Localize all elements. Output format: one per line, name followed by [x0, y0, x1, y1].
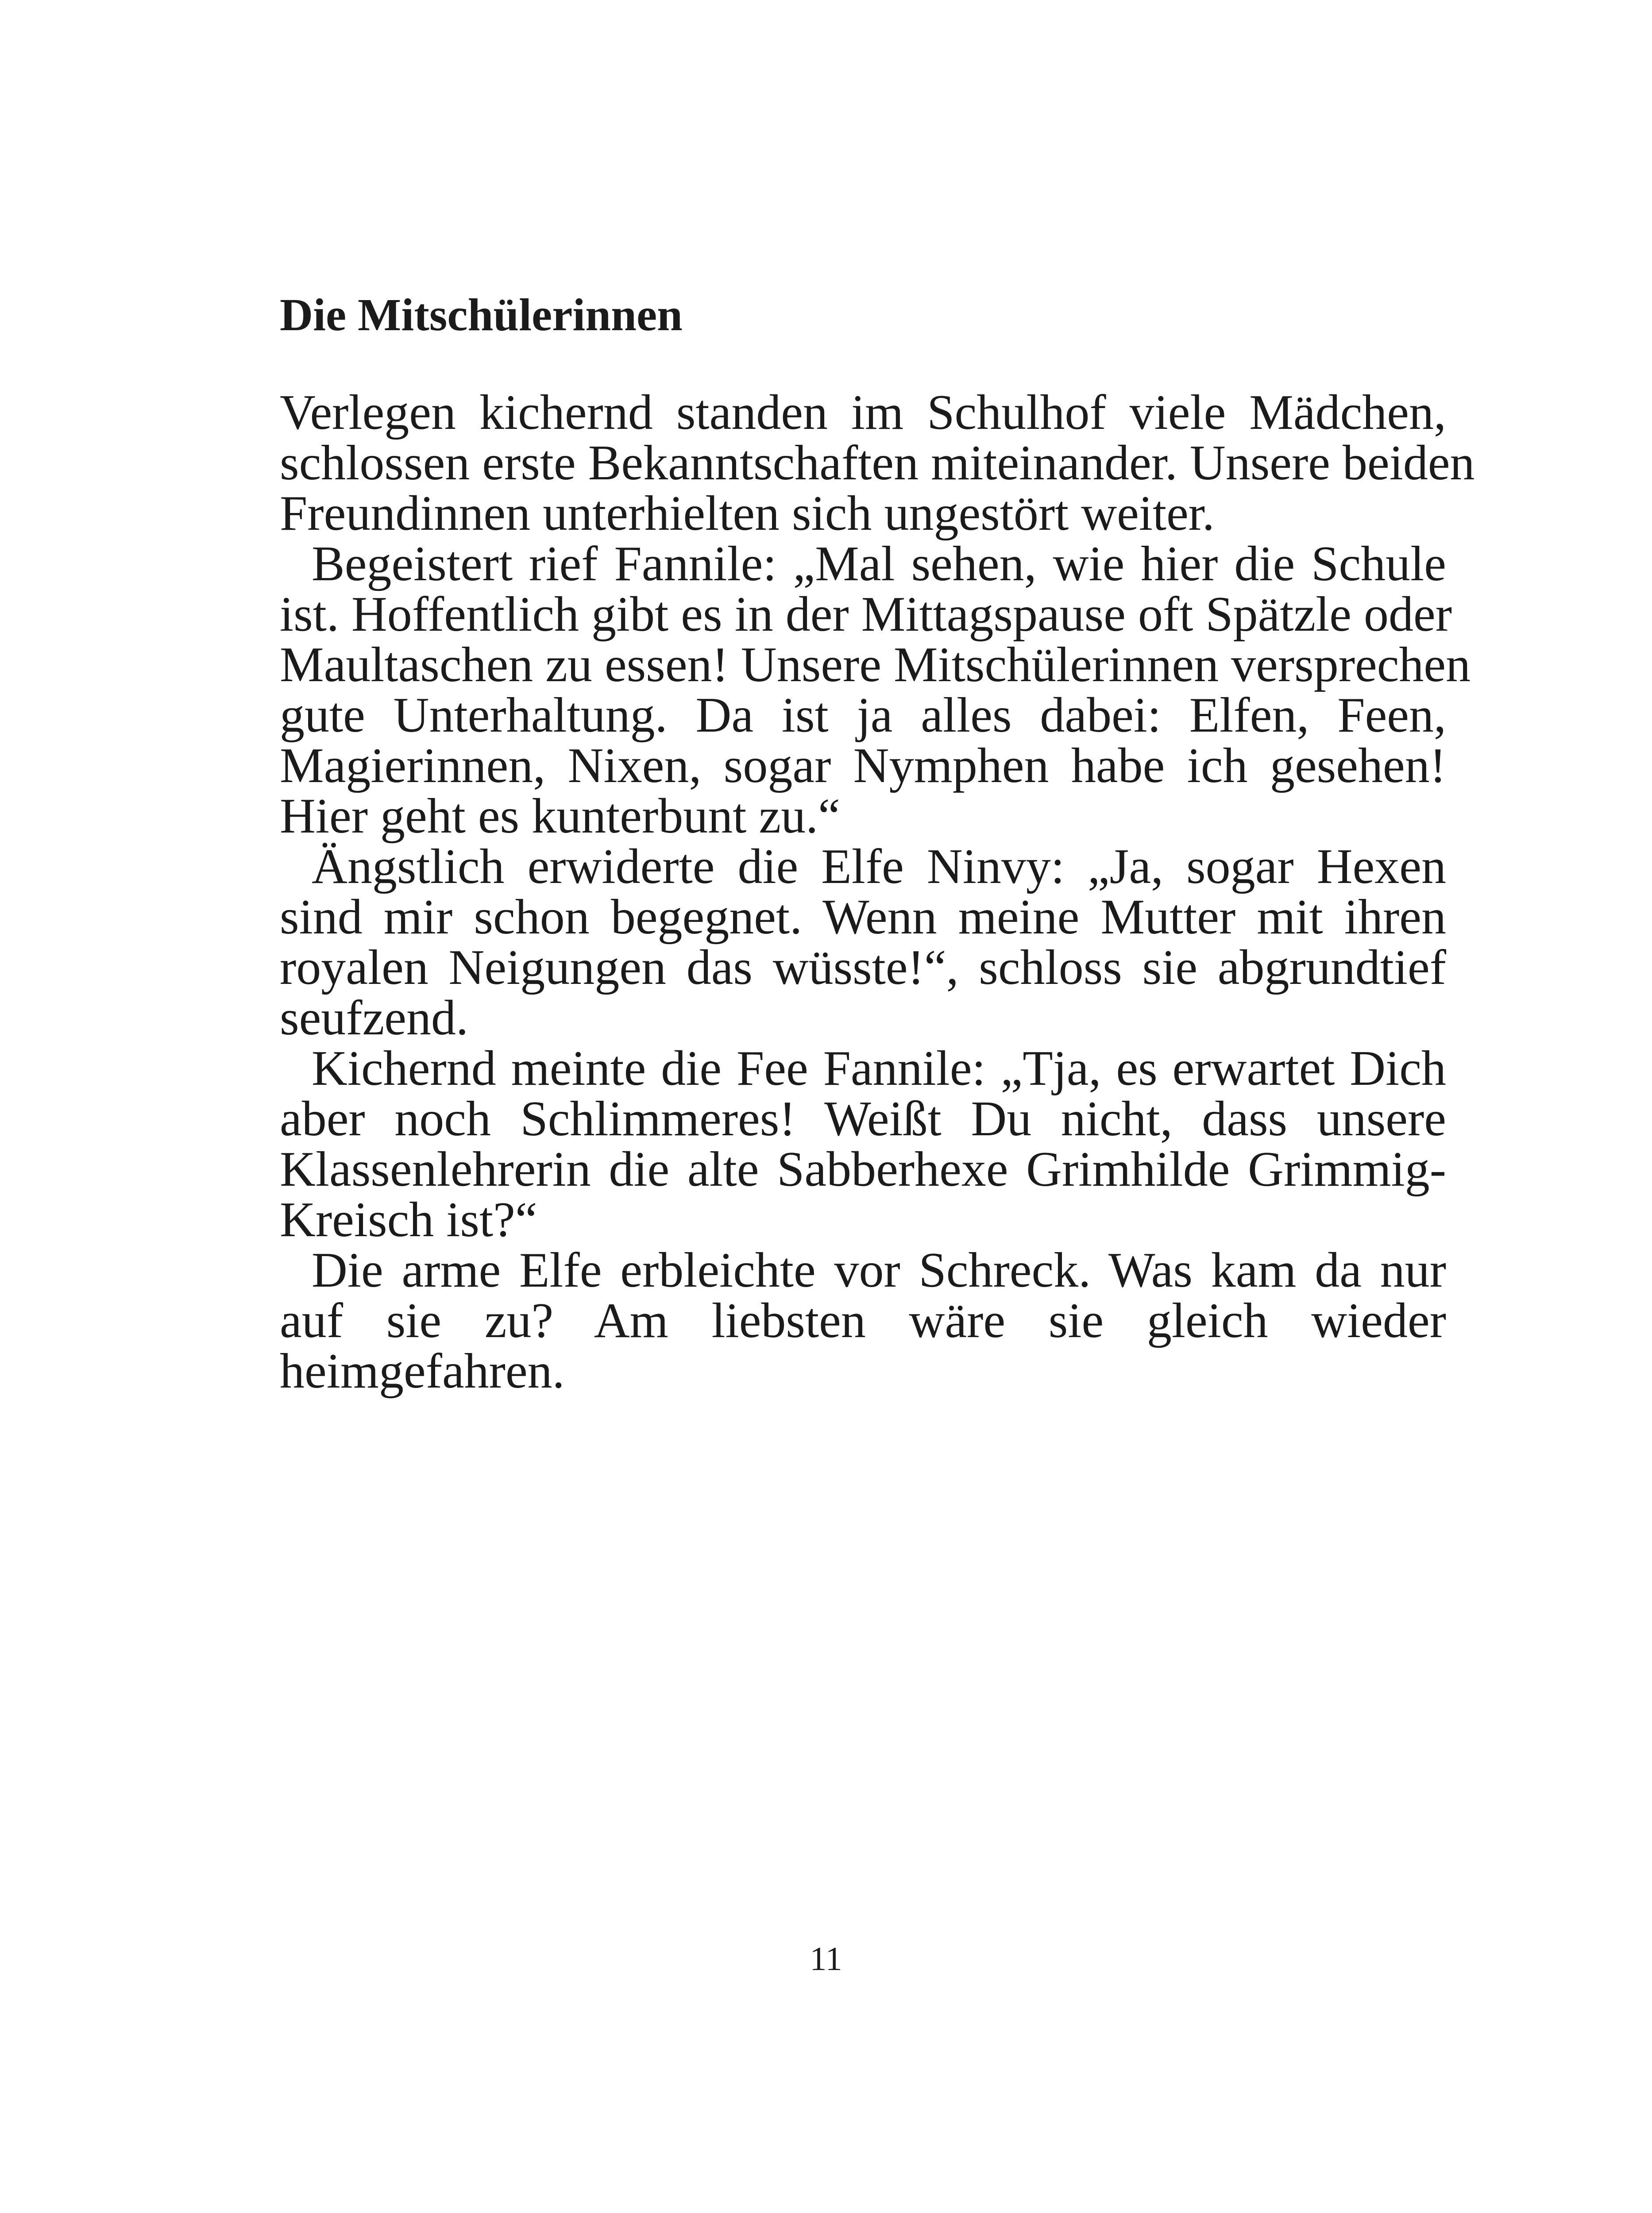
text-line: Verlegen kichernd standen im Schulhof viele Mädchen,: [280, 385, 1446, 440]
text-line: auf sie zu? Am liebsten wäre sie gleich wieder: [280, 1293, 1446, 1348]
text-line: schlossen erste Bekanntschaften miteinander. Unsere beiden: [280, 436, 1475, 490]
text-line: gute Unterhaltung. Da ist ja alles dabei: Elfen, Feen,: [280, 688, 1446, 743]
text-line: heimgefahren.: [280, 1344, 565, 1399]
text-line: Kreisch ist?“: [280, 1192, 537, 1247]
text-line: Freundinnen unterhielten sich ungestört weiter.: [280, 486, 1215, 541]
text-line: Maultaschen zu essen! Unsere Mitschülerinnen versprechen: [280, 637, 1471, 692]
text-line: royalen Neigungen das wüsste!“, schloss sie abgrundtief: [280, 940, 1446, 995]
text-line: aber noch Schlimmeres! Weißt Du nicht, dass unsere: [280, 1091, 1446, 1146]
text-line: Ängstlich erwiderte die Elfe Ninvy: „Ja, sogar Hexen: [312, 839, 1446, 894]
text-line: Magierinnen, Nixen, sogar Nymphen habe ich gesehen!: [280, 738, 1446, 793]
text-line: Kichernd meinte die Fee Fannile: „Tja, es erwartet Dich: [312, 1041, 1446, 1096]
text-line: Begeistert rief Fannile: „Mal sehen, wie hier die Schule: [312, 536, 1446, 591]
chapter-heading: Die Mitschülerinnen: [280, 289, 683, 340]
chapter-body: [280, 385, 1475, 1399]
text-line: Klassenlehrerin die alte Sabberhexe Grimhilde Grimmig-: [280, 1142, 1446, 1197]
text-line: seufzend.: [280, 991, 469, 1045]
text-line: Die arme Elfe erbleichte vor Schreck. Was kam da nur: [312, 1243, 1446, 1298]
page-number: 11: [810, 1940, 842, 1978]
text-line: sind mir schon begegnet. Wenn meine Mutter mit ihren: [280, 890, 1446, 945]
text-line: Hier geht es kunterbunt zu.“: [280, 789, 840, 844]
text-line: ist. Hoffentlich gibt es in der Mittagspause oft Spätzle oder: [280, 587, 1452, 642]
